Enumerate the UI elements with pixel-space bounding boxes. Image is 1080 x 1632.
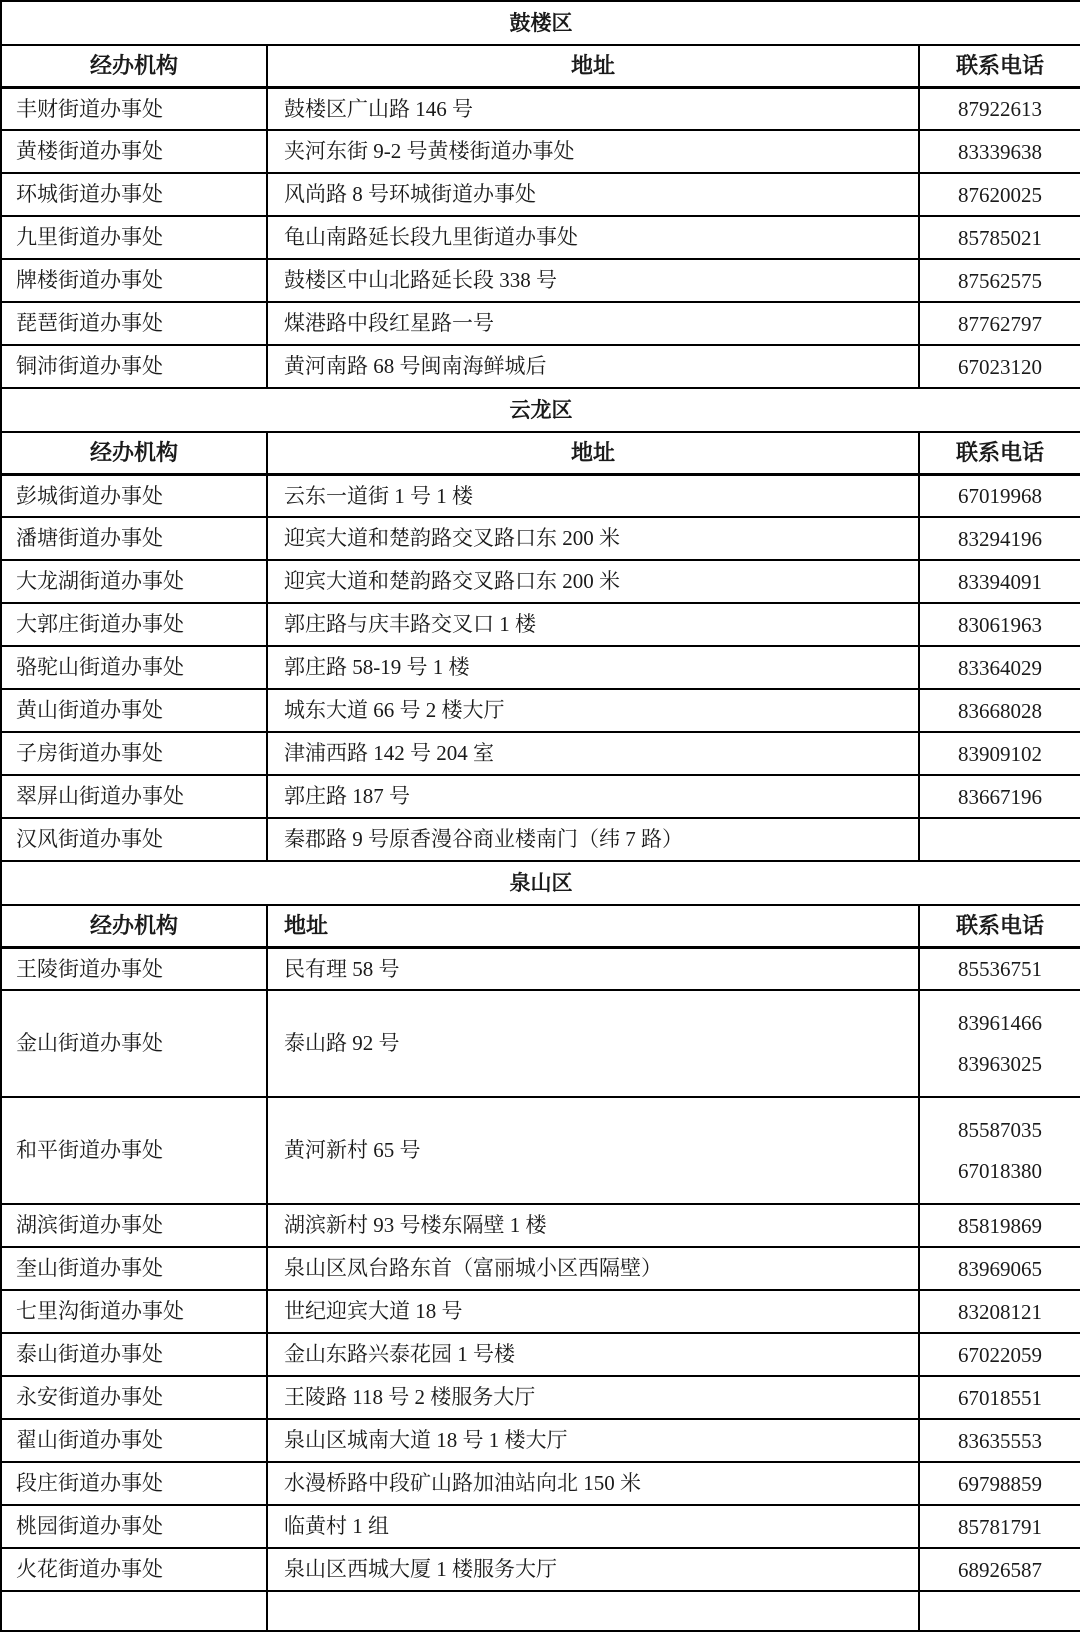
table-row [1, 732, 1080, 775]
phone-cell [919, 990, 1080, 1097]
address-cell: 云东一道街 1 号 1 楼 [267, 474, 919, 517]
org-cell: 大龙湖街道办事处 [1, 560, 267, 603]
phone-cell [919, 259, 1080, 302]
address-cell: 迎宾大道和楚韵路交叉路口东 200 米 [267, 517, 919, 560]
phone-number: 85536751 [958, 956, 1042, 981]
phone-number: 83963025 [958, 1052, 1042, 1076]
address-cell: 湖滨新村 93 号楼东隔壁 1 楼 [267, 1204, 919, 1247]
district-title: 云龙区 [1, 388, 1080, 432]
org-cell: 九里街道办事处 [1, 216, 267, 259]
phone-number: 67022059 [958, 1342, 1042, 1367]
address-cell: 泉山区凤台路东首（富丽城小区西隔壁） [267, 1247, 919, 1290]
address-cell [267, 1591, 919, 1631]
phone-number: 83635553 [958, 1428, 1042, 1453]
org-cell: 火花街道办事处 [1, 1548, 267, 1591]
phone-cell [919, 1505, 1080, 1548]
org-cell: 永安街道办事处 [1, 1376, 267, 1419]
phone-number: 83668028 [958, 698, 1042, 723]
address-cell: 煤港路中段红星路一号 [267, 302, 919, 345]
org-cell: 汉风街道办事处 [1, 818, 267, 861]
phone-cell [919, 1591, 1080, 1631]
column-header-address: 地址 [267, 905, 919, 947]
org-cell: 泰山街道办事处 [1, 1333, 267, 1376]
org-cell: 牌楼街道办事处 [1, 259, 267, 302]
phone-number: 69798859 [958, 1471, 1042, 1496]
phone-number: 83364029 [958, 655, 1042, 680]
phone-cell [919, 732, 1080, 775]
address-cell: 津浦西路 142 号 204 室 [267, 732, 919, 775]
org-cell: 翠屏山街道办事处 [1, 775, 267, 818]
org-cell: 大郭庄街道办事处 [1, 603, 267, 646]
phone-cell [919, 474, 1080, 517]
district-header-row [1, 1, 1080, 45]
column-header-org: 经办机构 [1, 45, 267, 87]
column-header-address: 地址 [267, 45, 919, 87]
address-cell: 风尚路 8 号环城街道办事处 [267, 173, 919, 216]
phone-cell [919, 1548, 1080, 1591]
phone-number: 87620025 [958, 182, 1042, 207]
table-row [1, 1505, 1080, 1548]
column-header-row [1, 432, 1080, 474]
table-row [1, 990, 1080, 1097]
phone-number: 83339638 [958, 139, 1042, 164]
address-cell: 水漫桥路中段矿山路加油站向北 150 米 [267, 1462, 919, 1505]
address-cell: 金山东路兴泰花园 1 号楼 [267, 1333, 919, 1376]
phone-cell [919, 517, 1080, 560]
phone-cell [919, 87, 1080, 130]
column-header-phone: 联系电话 [919, 905, 1080, 947]
district-header-row [1, 388, 1080, 432]
table-row-partial [1, 1591, 1080, 1631]
phone-cell [919, 173, 1080, 216]
address-cell: 城东大道 66 号 2 楼大厅 [267, 689, 919, 732]
phone-cell [919, 603, 1080, 646]
phone-cell [919, 1333, 1080, 1376]
phone-number: 87762797 [958, 311, 1042, 336]
org-cell: 王陵街道办事处 [1, 947, 267, 990]
address-cell: 迎宾大道和楚韵路交叉路口东 200 米 [267, 560, 919, 603]
table-row [1, 87, 1080, 130]
org-cell: 和平街道办事处 [1, 1097, 267, 1204]
address-cell: 王陵路 118 号 2 楼服务大厅 [267, 1376, 919, 1419]
table-row [1, 259, 1080, 302]
column-header-row [1, 45, 1080, 87]
phone-cell [919, 818, 1080, 861]
phone-cell [919, 646, 1080, 689]
address-cell: 泰山路 92 号 [267, 990, 919, 1097]
table-row [1, 517, 1080, 560]
table-row [1, 1290, 1080, 1333]
address-cell: 郭庄路 187 号 [267, 775, 919, 818]
phone-number: 83208121 [958, 1299, 1042, 1324]
phone-number: 83909102 [958, 741, 1042, 766]
phone-number: 87562575 [958, 268, 1042, 293]
address-cell: 郭庄路与庆丰路交叉口 1 楼 [267, 603, 919, 646]
table-row [1, 173, 1080, 216]
phone-number: 67023120 [958, 354, 1042, 379]
district-title: 鼓楼区 [1, 1, 1080, 45]
phone-cell [919, 560, 1080, 603]
table-row [1, 646, 1080, 689]
address-cell: 民有理 58 号 [267, 947, 919, 990]
phone-number: 85785021 [958, 225, 1042, 250]
address-cell: 鼓楼区广山路 146 号 [267, 87, 919, 130]
phone-number: 85781791 [958, 1514, 1042, 1539]
address-cell: 临黄村 1 组 [267, 1505, 919, 1548]
table-row [1, 1204, 1080, 1247]
column-header-org: 经办机构 [1, 432, 267, 474]
table-row [1, 560, 1080, 603]
table-row [1, 1419, 1080, 1462]
org-cell: 彭城街道办事处 [1, 474, 267, 517]
phone-cell [919, 1097, 1080, 1204]
address-cell: 世纪迎宾大道 18 号 [267, 1290, 919, 1333]
org-cell: 奎山街道办事处 [1, 1247, 267, 1290]
phone-cell [919, 302, 1080, 345]
org-cell: 子房街道办事处 [1, 732, 267, 775]
phone-number: 83961466 [958, 1011, 1042, 1035]
table-row [1, 1548, 1080, 1591]
phone-cell [919, 689, 1080, 732]
org-cell: 环城街道办事处 [1, 173, 267, 216]
table-row [1, 1097, 1080, 1204]
address-cell: 泉山区西城大厦 1 楼服务大厅 [267, 1548, 919, 1591]
phone-cell [919, 130, 1080, 173]
phone-cell [919, 1376, 1080, 1419]
phone-cell [919, 1462, 1080, 1505]
phone-number: 83394091 [958, 569, 1042, 594]
table-row [1, 1247, 1080, 1290]
phone-number: 83061963 [958, 612, 1042, 637]
org-cell: 湖滨街道办事处 [1, 1204, 267, 1247]
column-header-row [1, 905, 1080, 947]
phone-number: 83294196 [958, 526, 1042, 551]
phone-cell [919, 1419, 1080, 1462]
column-header-phone: 联系电话 [919, 45, 1080, 87]
org-cell: 金山街道办事处 [1, 990, 267, 1097]
phone-number: 85819869 [958, 1213, 1042, 1238]
district-title: 泉山区 [1, 861, 1080, 905]
org-cell: 段庄街道办事处 [1, 1462, 267, 1505]
column-header-address: 地址 [267, 432, 919, 474]
table-row [1, 689, 1080, 732]
phone-cell [919, 345, 1080, 388]
phone-number: 87922613 [958, 96, 1042, 121]
org-cell [1, 1591, 267, 1631]
phone-number: 67018380 [958, 1159, 1042, 1183]
address-cell: 郭庄路 58-19 号 1 楼 [267, 646, 919, 689]
phone-cell [919, 947, 1080, 990]
phone-number: 68926587 [958, 1557, 1042, 1582]
table-row [1, 345, 1080, 388]
org-cell: 黄楼街道办事处 [1, 130, 267, 173]
table-row [1, 474, 1080, 517]
address-cell: 秦郡路 9 号原香漫谷商业楼南门（纬 7 路） [267, 818, 919, 861]
table-row [1, 603, 1080, 646]
phone-number: 67019968 [958, 483, 1042, 508]
table-row [1, 302, 1080, 345]
phone-cell [919, 775, 1080, 818]
phone-number: 67018551 [958, 1385, 1042, 1410]
org-cell: 丰财街道办事处 [1, 87, 267, 130]
org-cell: 桃园街道办事处 [1, 1505, 267, 1548]
column-header-phone: 联系电话 [919, 432, 1080, 474]
address-cell: 泉山区城南大道 18 号 1 楼大厅 [267, 1419, 919, 1462]
org-cell: 七里沟街道办事处 [1, 1290, 267, 1333]
phone-cell [919, 216, 1080, 259]
phone-cell [919, 1290, 1080, 1333]
address-cell: 黄河新村 65 号 [267, 1097, 919, 1204]
phone-cell [919, 1204, 1080, 1247]
district-header-row [1, 861, 1080, 905]
table-row [1, 947, 1080, 990]
table-row [1, 1376, 1080, 1419]
table-row [1, 775, 1080, 818]
address-cell: 鼓楼区中山北路延长段 338 号 [267, 259, 919, 302]
org-cell: 潘塘街道办事处 [1, 517, 267, 560]
table-row [1, 130, 1080, 173]
org-cell: 黄山街道办事处 [1, 689, 267, 732]
table-row [1, 1333, 1080, 1376]
column-header-org: 经办机构 [1, 905, 267, 947]
address-cell: 夹河东街 9-2 号黄楼街道办事处 [267, 130, 919, 173]
org-cell: 骆驼山街道办事处 [1, 646, 267, 689]
table-row [1, 216, 1080, 259]
org-cell: 翟山街道办事处 [1, 1419, 267, 1462]
address-cell: 龟山南路延长段九里街道办事处 [267, 216, 919, 259]
phone-number: 83667196 [958, 784, 1042, 809]
table-row [1, 1462, 1080, 1505]
org-cell: 铜沛街道办事处 [1, 345, 267, 388]
table-row [1, 818, 1080, 861]
phone-number: 83969065 [958, 1256, 1042, 1281]
address-cell: 黄河南路 68 号闽南海鲜城后 [267, 345, 919, 388]
phone-number: 85587035 [958, 1118, 1042, 1142]
phone-cell [919, 1247, 1080, 1290]
org-cell: 琵琶街道办事处 [1, 302, 267, 345]
